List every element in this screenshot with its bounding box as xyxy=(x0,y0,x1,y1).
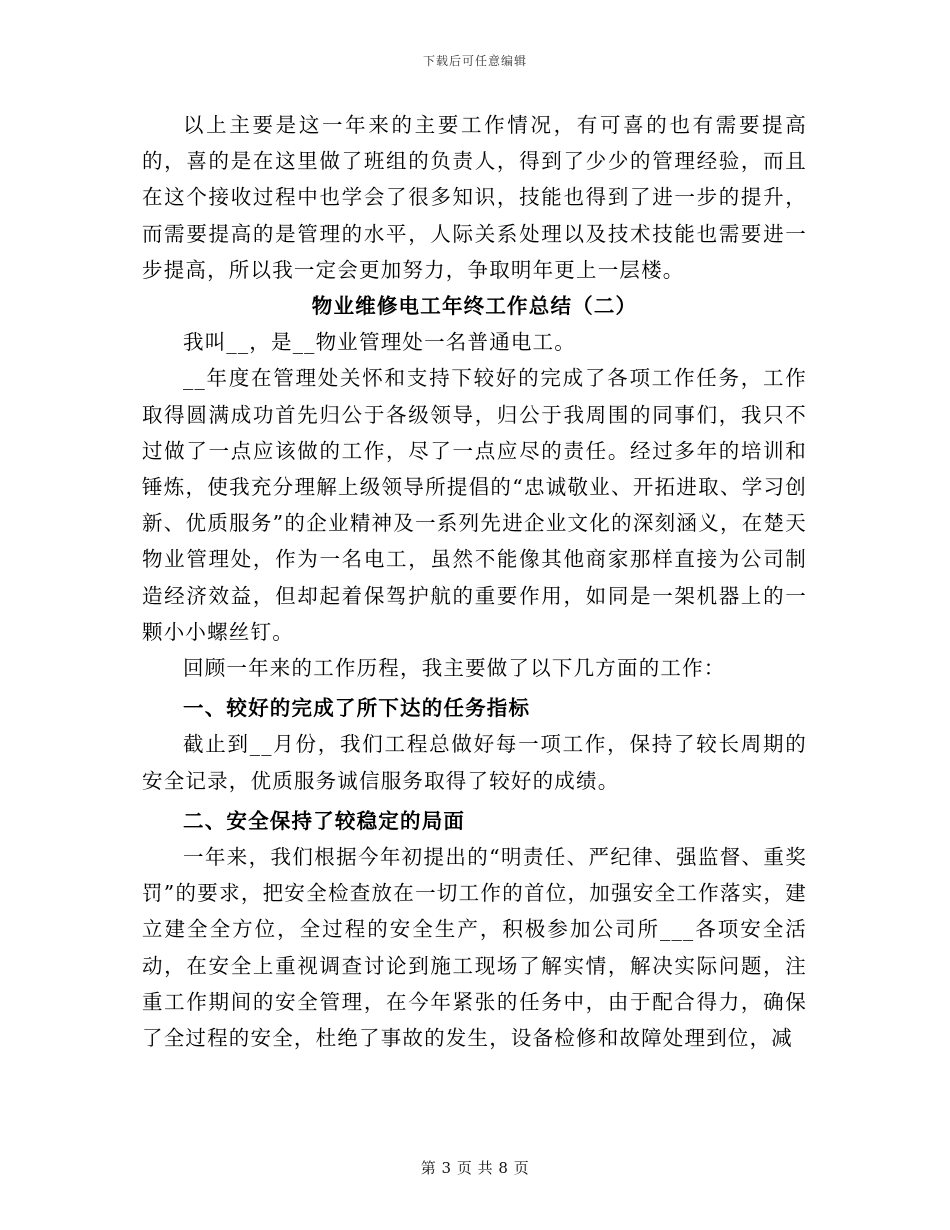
paragraph-summary: 以上主要是这一年来的主要工作情况，有可喜的也有需要提高的，喜的是在这里做了班组的负责人，得到了少少的管理经验，而且在这个接收过程中也学会了很多知识，技能也得到了进一步的提升，而需要提高的是管理的水平，人际关系处理以及技术技能也需要进一步提高，所以我一定会更加努力，争取明年更上一层楼。 xyxy=(142,113,807,282)
section-title: 物业维修电工年终工作总结（二） xyxy=(311,294,638,319)
paragraph-body: __年度在管理处关怀和支持下较好的完成了各项工作任务，工作取得圆满成功首先归公于各级领导，归公于我周围的同事们，我只不过做了一点应该做的工作，尽了一点应尽的责任。经过多年的培训和锤炼，使我充分理解上级领导所提倡的“忠诚敬业、开拓进取、学习创新、优质服务”的企业精神及一系列先进企业文化的深刻涵义，在楚天物业管理处，作为一名电工，虽然不能像其他商家那样直接为公司制造经济效益，但却起着保驾护航的重要作用，如同是一架机器上的一颗小小螺丝钉。 xyxy=(142,366,807,644)
section1-heading: 一、较好的完成了所下达的任务指标 xyxy=(183,696,531,721)
section2-body: 一年来，我们根据今年初提出的“明责任、严纪律、强监督、重奖罚”的要求，把安全检查放在一切工作的首位，加强安全工作落实，建立建全全方位，全过程的安全生产，积极参加公司所___各项安全活动，在安全上重视调查讨论到施工现场了解实情，解决实际问题，注重工作期间的安全管理，在今年紧张的任务中，由于配合得力，确保了全过程的安全，杜绝了事故的发生，设备检修和故障处理到位，减 xyxy=(142,845,807,1051)
page-header: 下载后可任意编辑 xyxy=(422,54,527,68)
section1-body: 截止到__月份，我们工程总做好每一项工作，保持了较长周期的安全记录，优质服务诚信服务取得了较好的成绩。 xyxy=(142,732,807,793)
paragraph-intro: 我叫__，是__物业管理处一名普通电工。 xyxy=(183,330,576,355)
section2-heading: 二、安全保持了较稳定的局面 xyxy=(183,808,466,833)
paragraph-review: 回顾一年来的工作历程，我主要做了以下几方面的工作： xyxy=(183,656,726,681)
document-body xyxy=(142,107,807,1056)
page-number: 第 3 页 共 8 页 xyxy=(420,1159,530,1177)
